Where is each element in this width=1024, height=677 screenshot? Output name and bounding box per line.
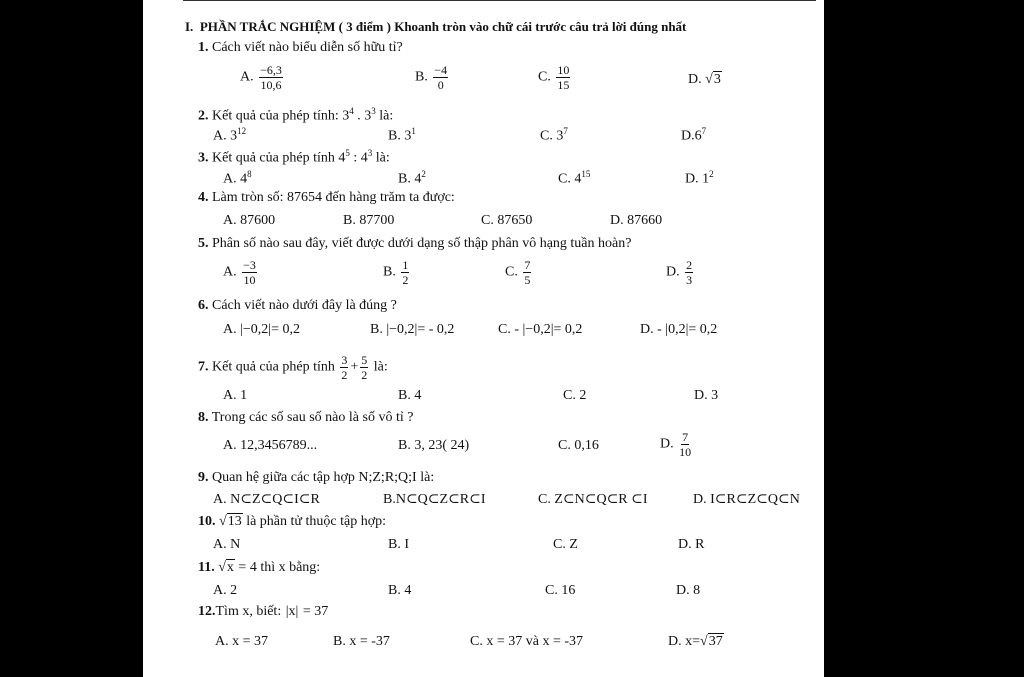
fraction: $\frac{7}{5}$ [524,258,531,287]
option-8c[interactable]: C. 0,16 [558,438,599,453]
option-12d[interactable]: D. x=√37 [668,634,723,649]
option-2c[interactable]: C. $3^7$ [540,126,568,144]
question-9: 9. Quan hệ giữa các tập hợp N;Z;R;Q;I là: [198,470,435,485]
option-9d[interactable]: D. I⊂R⊂Z⊂Q⊂N [693,492,800,507]
option-11d[interactable]: D. 8 [676,583,701,598]
square-root: √3 [705,72,721,87]
question-2: 2. Kết quả của phép tính: $3^4$ . $3^3$ là: [198,106,394,124]
option-8a[interactable]: A. 12,3456789... [223,438,318,453]
option-7c[interactable]: C. 2 [563,388,587,403]
fraction: $\frac{-4}{0}$ [434,63,448,92]
option-10d[interactable]: D. R [678,537,705,552]
option-3d[interactable]: D. $1^2$ [685,169,714,187]
fraction: $\frac{2}{3}$ [686,258,693,287]
section-heading [185,19,686,35]
worksheet-page [143,0,824,677]
option-12b[interactable]: B. x = -37 [333,634,390,649]
option-9b[interactable]: B.N⊂Q⊂Z⊂R⊂I [383,492,486,507]
option-7d[interactable]: D. 3 [694,388,719,403]
option-9c[interactable]: C. Z⊂N⊂Q⊂R ⊂I [538,492,648,507]
option-4c[interactable]: C. 87650 [481,213,533,228]
option-3b[interactable]: B. $4^2$ [398,169,426,187]
option-10c[interactable]: C. Z [553,537,578,552]
option-5d[interactable]: D. $\frac{2}{3}$ [666,258,693,287]
square-root: √13 [219,514,242,529]
option-2b[interactable]: B. $3^1$ [388,126,416,144]
option-7a[interactable]: A. 1 [223,388,248,403]
option-8d[interactable]: D. $\frac{7}{10}$ [660,430,692,459]
fraction: $\frac{3}{2}$ [341,353,348,382]
question-8: 8. Trong các số sau số nào là số vô tỉ ? [198,410,414,425]
option-2a[interactable]: A. $3^{12}$ [213,126,247,144]
option-11b[interactable]: B. 4 [388,583,412,598]
option-5a[interactable]: A. $\frac{-3}{10}$ [223,258,256,287]
option-1c[interactable]: C. $\frac{10}{15}$ [538,63,570,92]
question-4: 4. Làm tròn số: 87654 đến hàng trăm ta được: [198,190,455,205]
question-12: 12.Tìm x, biết: |x| = 37 [198,604,329,619]
option-6c[interactable]: C. - |−0,2|= 0,2 [498,322,583,337]
option-12a[interactable]: A. x = 37 [215,634,269,649]
fraction: $\frac{7}{10}$ [679,430,692,459]
option-9a[interactable]: A. N⊂Z⊂Q⊂I⊂R [213,492,320,507]
question-10: 10. √13 là phần tử thuộc tập hợp: [198,514,386,529]
fraction: $\frac{1}{2}$ [402,258,409,287]
option-7b[interactable]: B. 4 [398,388,422,403]
option-10b[interactable]: B. I [388,537,409,552]
section-number: I. [185,19,194,34]
section-title: PHẦN TRẮC NGHIỆM ( 3 điểm ) Khoanh tròn vào chữ cái trước câu trả lời đúng nhất [199,19,687,34]
option-11a[interactable]: A. 2 [213,583,238,598]
question-6: 6. Cách viết nào dưới đây là đúng ? [198,298,397,313]
option-12c[interactable]: C. x = 37 và x = -37 [470,634,584,649]
question-3: 3. Kết quả của phép tính $4^5$ : $4^3$ là: [198,148,390,166]
square-root: √37 [700,634,723,649]
square-root: √x [218,560,234,575]
fraction: $\frac{10}{15}$ [557,63,570,92]
fraction: $\frac{5}{2}$ [361,353,368,382]
question-1: 1. Cách viết nào biểu diễn số hữu tỉ? [198,40,403,55]
option-3c[interactable]: C. $4^{15}$ [558,169,591,187]
option-1a[interactable]: A. $\frac{-6,3}{10,6}$ [240,63,282,92]
question-5: 5. Phân số nào sau đây, viết được dưới dạng số thập phân vô hạng tuần hoàn? [198,236,632,251]
option-4b[interactable]: B. 87700 [343,213,395,228]
option-10a[interactable]: A. N [213,537,241,552]
question-11: 11. √x = 4 thì x bằng: [198,560,321,575]
option-8b[interactable]: B. 3, 23( 24) [398,438,470,453]
question-7: 7. Kết quả của phép tính $\frac{3}{2}$ + $\frac{5}{2}$ là: [198,353,388,382]
option-6a[interactable]: A. |−0,2|= 0,2 [223,322,301,337]
option-3a[interactable]: A. $4^8$ [223,169,252,187]
option-5c[interactable]: C. $\frac{7}{5}$ [505,258,531,287]
option-6b[interactable]: B. |−0,2|= - 0,2 [370,322,455,337]
option-6d[interactable]: D. - |0,2|= 0,2 [640,322,718,337]
option-5b[interactable]: B. $\frac{1}{2}$ [383,258,409,287]
option-1b[interactable]: B. $\frac{-4}{0}$ [415,63,448,92]
top-rule [183,0,816,1]
fraction: $\frac{-6,3}{10,6}$ [260,63,282,92]
option-11c[interactable]: C. 16 [545,583,576,598]
option-1d[interactable]: D. √3 [688,72,721,87]
option-2d[interactable]: $D.6^7$ [681,126,707,144]
fraction: $\frac{-3}{10}$ [243,258,256,287]
option-4d[interactable]: D. 87660 [610,213,663,228]
option-4a[interactable]: A. 87600 [223,213,276,228]
